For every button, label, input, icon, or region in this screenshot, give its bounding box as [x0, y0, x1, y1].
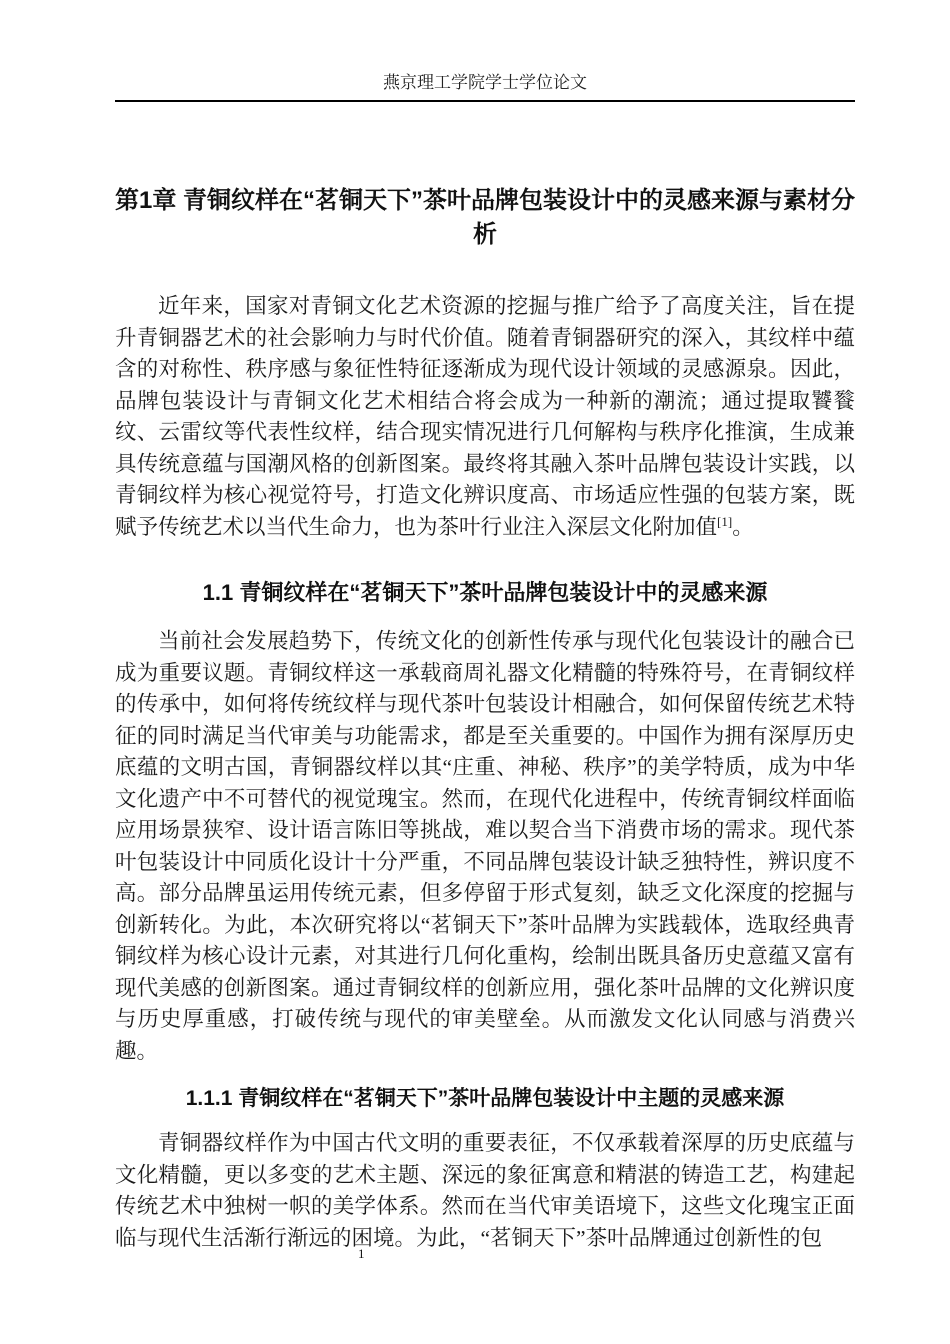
- section-1-1-1-heading: 1.1.1 青铜纹样在“茗铜天下”茶叶品牌包装设计中主题的灵感来源: [185, 1087, 785, 1110]
- page-number: 1: [358, 1246, 365, 1261]
- intro-paragraph-text-end: 。: [732, 514, 754, 539]
- page-header-title: 燕京理工学院学士学位论文: [383, 73, 587, 92]
- intro-paragraph: [115, 291, 855, 543]
- section-1-1-1-paragraph: 青铜器纹样作为中国古代文明的重要表征，不仅承载着深厚的历史底蕴与文化精髓，更以多变的艺术主题、深远的象征寓意和精湛的铸造工艺，构建起传统艺术中独树一帜的美学体系。然而在当代审美语境下，这些文化瑰宝正面临与现代生活渐行渐远的困境。为此，“茗铜天下”茶叶品牌通过创新性的包: [115, 1131, 855, 1250]
- section-1-1-heading: 1.1 青铜纹样在“茗铜天下”茶叶品牌包装设计中的灵感来源: [202, 580, 768, 605]
- intro-paragraph-text: 近年来，国家对青铜文化艺术资源的挖掘与推广给予了高度关注，旨在提升青铜器艺术的社会影响力与时代价值。随着青铜器研究的深入，其纹样中蕴含的对称性、秩序感与象征性特征逐渐成为现代设计领域的灵感源泉。因此，品牌包装设计与青铜文化艺术相结合将会成为一种新的潮流；通过提取饕餮纹、云雷纹等代表性纹样，结合现实情况进行几何解构与秩序化推演，生成兼具传统意蕴与国潮风格的创新图案。最终将其融入茶叶品牌包装设计实践，以青铜纹样为核心视觉符号，打造文化辨识度高、市场适应性强的包装方案，既赋予传统艺术以当代生命力，也为茶叶行业注入深层文化附加值: [115, 294, 855, 539]
- section-1-1-paragraph: 当前社会发展趋势下，传统文化的创新性传承与现代化包装设计的融合已成为重要议题。青铜纹样这一承载商周礼器文化精髓的特殊符号，在青铜纹样的传承中，如何将传统纹样与现代茶叶包装设计相融合，如何保留传统艺术特征的同时满足当代审美与功能需求，都是至关重要的。中国作为拥有深厚历史底蕴的文明古国，青铜器纹样以其“庄重、神秘、秩序”的美学特质，成为中华文化遗产中不可替代的视觉瑰宝。然而，在现代化进程中，传统青铜纹样面临应用场景狭窄、设计语言陈旧等挑战，难以契合当下消费市场的需求。现代茶叶包装设计中同质化设计十分严重，不同品牌包装设计缺乏独特性，辨识度不高。部分品牌虽运用传统元素，但多停留于形式复刻，缺乏文化深度的挖掘与创新转化。为此，本次研究将以“茗铜天下”茶叶品牌为实践载体，选取经典青铜纹样为核心设计元素，对其进行几何化重构，绘制出既具备历史意蕴又富有现代美感的创新图案。通过青铜纹样的创新应用，强化茶叶品牌的文化辨识度与历史厚重感，打破传统与现代的审美壁垒。从而激发文化认同感与消费兴趣。: [115, 629, 855, 1063]
- page-header: [115, 71, 855, 102]
- citation-ref-1: [1]: [717, 513, 733, 529]
- chapter-title: 第1章 青铜纹样在“茗铜天下”茶叶品牌包装设计中的灵感来源与素材分析: [115, 187, 856, 248]
